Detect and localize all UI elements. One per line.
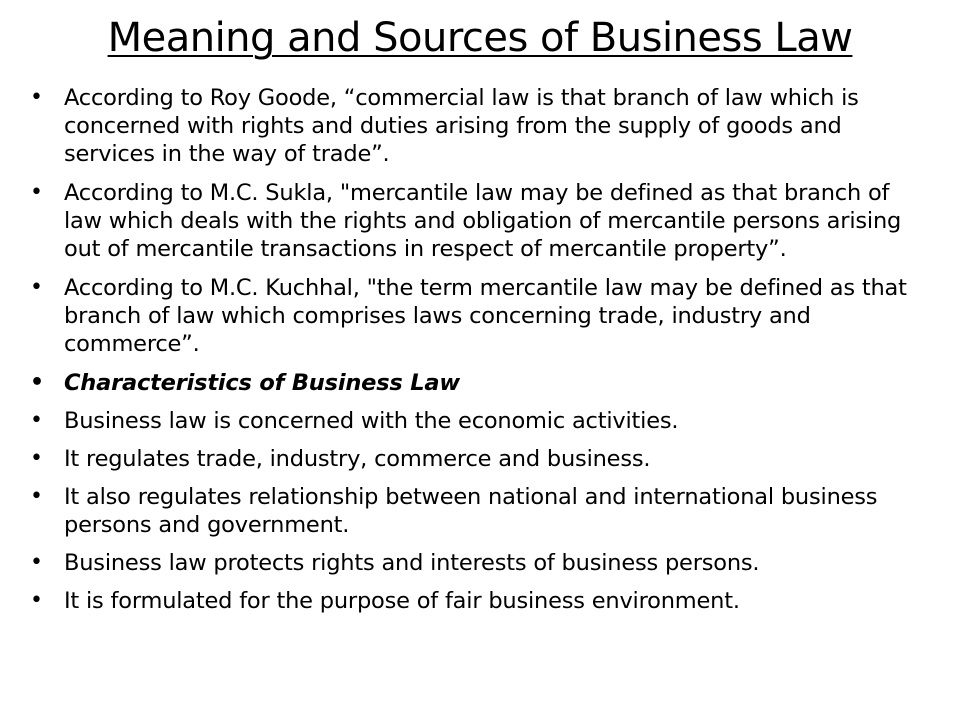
bullet-roy-goode-definition: • According to Roy Goode, “commercial law is that branch of law which is concerned with rights and duties arising from the supply of goods and services in the way of trade”.	[64, 84, 932, 168]
slide-title: Meaning and Sources of Business Law	[107, 15, 853, 61]
bullet-economic-activities: • Business law is concerned with the economic activities.	[64, 407, 932, 435]
bullet-regulates-trade: • It regulates trade, industry, commerce and business.	[64, 445, 932, 473]
bullet-list	[0, 84, 960, 615]
bullet-mc-kuchhal-definition: • According to M.C. Kuchhal, "the term mercantile law may be defined as that branch of law which comprises laws concerning trade, industry and commerce”.	[64, 274, 932, 358]
bullet-fair-environment: • It is formulated for the purpose of fair business environment.	[64, 587, 932, 615]
bullet-characteristics-heading: • Characteristics of Business Law	[64, 369, 932, 397]
bullet-protects-rights: • Business law protects rights and interests of business persons.	[64, 549, 932, 577]
bullet-regulates-relationship: • It also regulates relationship between national and international business persons and government.	[64, 483, 932, 539]
bullet-mc-sukla-definition: • According to M.C. Sukla, "mercantile law may be defined as that branch of law which deals with the rights and obligation of mercantile persons arising out of mercantile transactions in respect of mercantile property”.	[64, 179, 932, 263]
